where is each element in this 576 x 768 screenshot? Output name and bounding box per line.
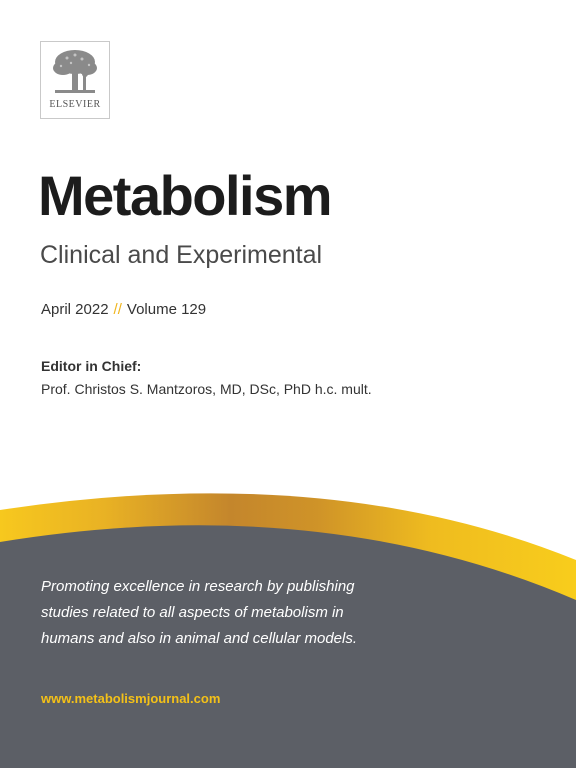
publisher-logo — [40, 41, 110, 119]
tagline-line: studies related to all aspects of metabolism in — [41, 604, 344, 621]
issue-info — [41, 302, 206, 317]
journal-title: Metabolism — [38, 164, 332, 227]
elsevier-tree-icon — [49, 48, 101, 96]
tagline-line: humans and also in animal and cellular models. — [41, 630, 358, 647]
publisher-name: ELSEVIER — [49, 99, 101, 110]
tagline-line: Promoting excellence in research by publishing — [41, 578, 355, 595]
journal-subtitle: Clinical and Experimental — [40, 241, 323, 269]
issue-date: April 2022 — [41, 301, 109, 318]
issue-separator: // — [113, 301, 122, 318]
journal-website-link[interactable]: www.metabolismjournal.com — [41, 691, 221, 706]
editor-name: Prof. Christos S. Mantzoros, MD, DSc, PhD h.c. mult. — [41, 381, 372, 397]
issue-volume: Volume 129 — [126, 301, 207, 318]
tagline — [41, 574, 381, 652]
editor-label: Editor in Chief: — [41, 358, 142, 374]
